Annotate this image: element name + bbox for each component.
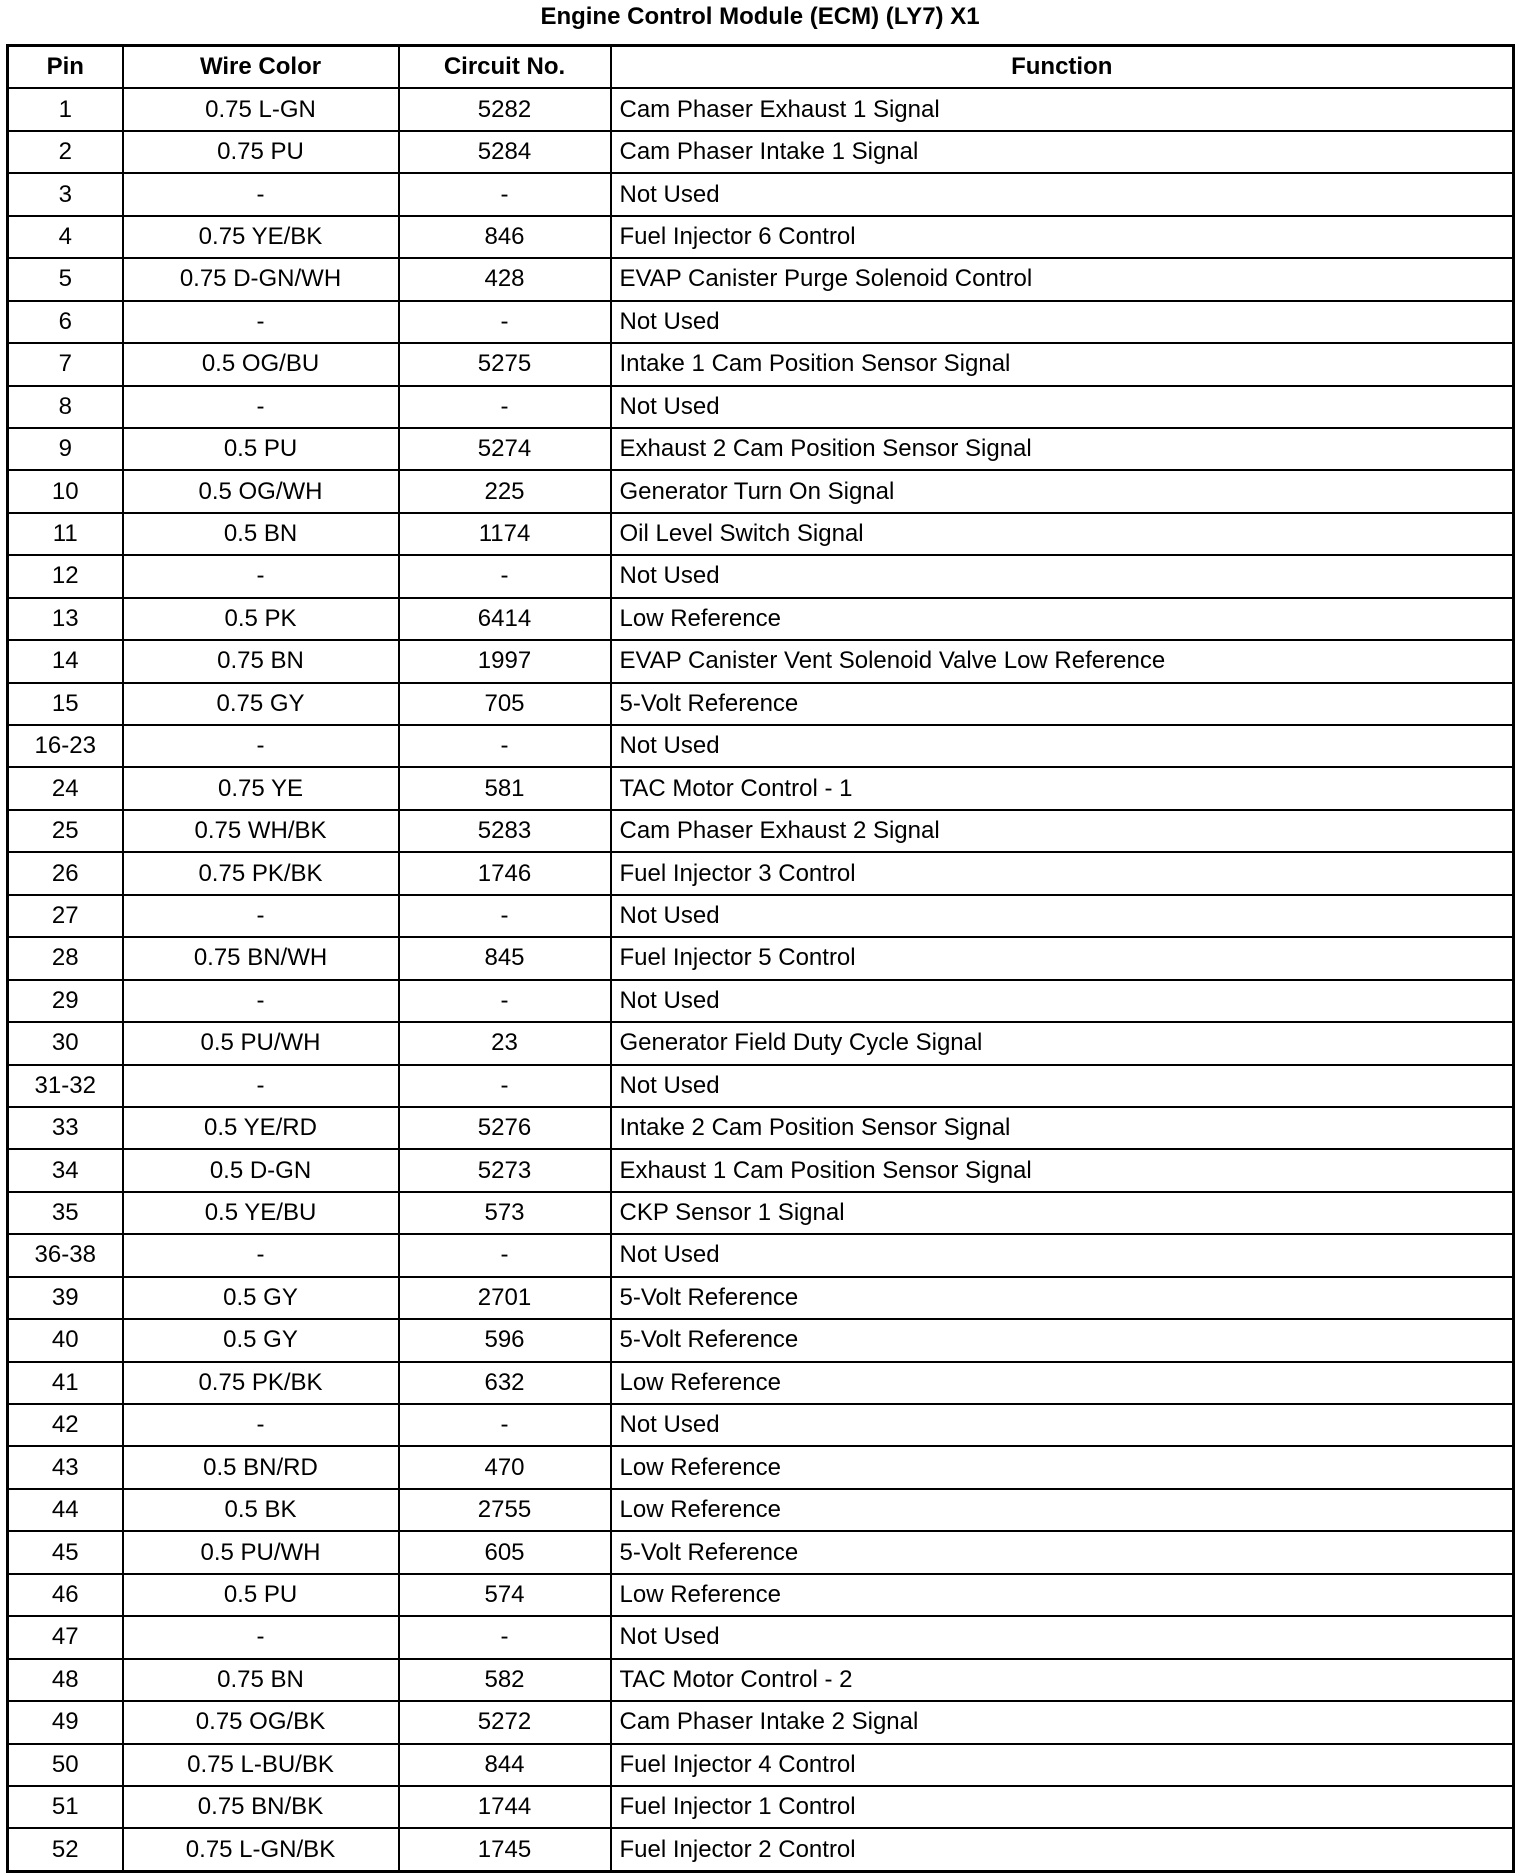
function-cell: Fuel Injector 1 Control — [611, 1786, 1514, 1828]
circuit-no-cell: 5275 — [399, 343, 611, 385]
table-row — [8, 1446, 1514, 1488]
table-row — [8, 1192, 1514, 1234]
table-row — [8, 1616, 1514, 1658]
circuit-no-cell: 582 — [399, 1659, 611, 1701]
pin-cell: 46 — [8, 1574, 123, 1616]
header-circuit-no: Circuit No. — [399, 46, 611, 89]
circuit-no-cell: 5283 — [399, 810, 611, 852]
circuit-no-cell: - — [399, 555, 611, 597]
table-row — [8, 88, 1514, 130]
circuit-no-cell: 581 — [399, 767, 611, 809]
pin-cell: 14 — [8, 640, 123, 682]
pin-cell: 50 — [8, 1744, 123, 1786]
wire-color-cell: 0.75 OG/BK — [123, 1701, 399, 1743]
circuit-no-cell: 470 — [399, 1446, 611, 1488]
table-row — [8, 1404, 1514, 1446]
function-cell: TAC Motor Control - 1 — [611, 767, 1514, 809]
circuit-no-cell: 573 — [399, 1192, 611, 1234]
circuit-no-cell: 5273 — [399, 1149, 611, 1191]
circuit-no-cell: 225 — [399, 470, 611, 512]
circuit-no-cell: 5284 — [399, 131, 611, 173]
circuit-no-cell: 605 — [399, 1531, 611, 1573]
page-title: Engine Control Module (ECM) (LY7) X1 — [540, 3, 980, 30]
wire-color-cell: - — [123, 980, 399, 1022]
function-cell: Not Used — [611, 895, 1514, 937]
wire-color-cell: - — [123, 1404, 399, 1446]
pin-cell: 43 — [8, 1446, 123, 1488]
wire-color-cell: 0.75 PK/BK — [123, 1362, 399, 1404]
table-row — [8, 852, 1514, 894]
pin-cell: 5 — [8, 258, 123, 300]
function-cell: Cam Phaser Intake 2 Signal — [611, 1701, 1514, 1743]
function-cell: Low Reference — [611, 1574, 1514, 1616]
function-cell: Exhaust 2 Cam Position Sensor Signal — [611, 428, 1514, 470]
circuit-no-cell: 23 — [399, 1022, 611, 1064]
table-row — [8, 1786, 1514, 1828]
function-cell: 5-Volt Reference — [611, 1319, 1514, 1361]
function-cell: Intake 1 Cam Position Sensor Signal — [611, 343, 1514, 385]
wire-color-cell: 0.5 PK — [123, 598, 399, 640]
function-cell: Not Used — [611, 173, 1514, 215]
function-cell: Not Used — [611, 1616, 1514, 1658]
pin-cell: 44 — [8, 1489, 123, 1531]
table-row — [8, 810, 1514, 852]
table-row — [8, 767, 1514, 809]
wire-color-cell: 0.75 BN — [123, 1659, 399, 1701]
pin-cell: 27 — [8, 895, 123, 937]
circuit-no-cell: - — [399, 1234, 611, 1276]
circuit-no-cell: 1746 — [399, 852, 611, 894]
pin-cell: 36-38 — [8, 1234, 123, 1276]
circuit-no-cell: 6414 — [399, 598, 611, 640]
pin-cell: 52 — [8, 1828, 123, 1871]
wire-color-cell: 0.75 L-GN — [123, 88, 399, 130]
wire-color-cell: 0.5 PU/WH — [123, 1022, 399, 1064]
function-cell: Not Used — [611, 1234, 1514, 1276]
connector-pinout-table — [6, 44, 1515, 1873]
table-row — [8, 428, 1514, 470]
circuit-no-cell: 1744 — [399, 1786, 611, 1828]
circuit-no-cell: - — [399, 1616, 611, 1658]
pin-cell: 45 — [8, 1531, 123, 1573]
circuit-no-cell: - — [399, 386, 611, 428]
table-row — [8, 640, 1514, 682]
circuit-no-cell: 574 — [399, 1574, 611, 1616]
wire-color-cell: 0.5 PU/WH — [123, 1531, 399, 1573]
table-row — [8, 470, 1514, 512]
table-row — [8, 1744, 1514, 1786]
wire-color-cell: 0.5 YE/RD — [123, 1107, 399, 1149]
table-row — [8, 1362, 1514, 1404]
wire-color-cell: 0.5 BN — [123, 513, 399, 555]
wire-color-cell: - — [123, 173, 399, 215]
pin-cell: 35 — [8, 1192, 123, 1234]
table-row — [8, 343, 1514, 385]
circuit-no-cell: - — [399, 1065, 611, 1107]
table-row — [8, 683, 1514, 725]
table-row — [8, 1701, 1514, 1743]
wire-color-cell: 0.5 PU — [123, 428, 399, 470]
table-row — [8, 555, 1514, 597]
circuit-no-cell: 5274 — [399, 428, 611, 470]
pin-cell: 25 — [8, 810, 123, 852]
circuit-no-cell: 596 — [399, 1319, 611, 1361]
table-row — [8, 386, 1514, 428]
wire-color-cell: 0.5 YE/BU — [123, 1192, 399, 1234]
wire-color-cell: 0.75 L-BU/BK — [123, 1744, 399, 1786]
pin-cell: 26 — [8, 852, 123, 894]
function-cell: Fuel Injector 5 Control — [611, 937, 1514, 979]
table-row — [8, 725, 1514, 767]
table-row — [8, 1531, 1514, 1573]
function-cell: Oil Level Switch Signal — [611, 513, 1514, 555]
wire-color-cell: 0.75 BN/BK — [123, 1786, 399, 1828]
circuit-no-cell: 428 — [399, 258, 611, 300]
pin-cell: 40 — [8, 1319, 123, 1361]
function-cell: Fuel Injector 2 Control — [611, 1828, 1514, 1871]
table-row — [8, 895, 1514, 937]
circuit-no-cell: - — [399, 301, 611, 343]
table-row — [8, 1149, 1514, 1191]
pin-cell: 39 — [8, 1277, 123, 1319]
table-row — [8, 301, 1514, 343]
function-cell: Not Used — [611, 725, 1514, 767]
function-cell: 5-Volt Reference — [611, 683, 1514, 725]
pin-cell: 41 — [8, 1362, 123, 1404]
circuit-no-cell: - — [399, 980, 611, 1022]
circuit-no-cell: 5272 — [399, 1701, 611, 1743]
wire-color-cell: 0.75 D-GN/WH — [123, 258, 399, 300]
wire-color-cell: 0.5 BK — [123, 1489, 399, 1531]
wire-color-cell: 0.5 OG/WH — [123, 470, 399, 512]
header-pin: Pin — [8, 46, 123, 89]
pin-cell: 49 — [8, 1701, 123, 1743]
wire-color-cell: - — [123, 1234, 399, 1276]
function-cell: Not Used — [611, 1404, 1514, 1446]
wire-color-cell: 0.75 L-GN/BK — [123, 1828, 399, 1871]
table-row — [8, 937, 1514, 979]
table-row — [8, 1022, 1514, 1064]
pin-cell: 4 — [8, 216, 123, 258]
pin-cell: 47 — [8, 1616, 123, 1658]
pin-cell: 31-32 — [8, 1065, 123, 1107]
pin-cell: 24 — [8, 767, 123, 809]
pin-cell: 34 — [8, 1149, 123, 1191]
pin-cell: 42 — [8, 1404, 123, 1446]
function-cell: Low Reference — [611, 598, 1514, 640]
circuit-no-cell: 846 — [399, 216, 611, 258]
table-row — [8, 131, 1514, 173]
pin-cell: 11 — [8, 513, 123, 555]
table-row — [8, 598, 1514, 640]
wire-color-cell: - — [123, 895, 399, 937]
wire-color-cell: 0.75 BN — [123, 640, 399, 682]
wire-color-cell: 0.5 GY — [123, 1277, 399, 1319]
circuit-no-cell: 2701 — [399, 1277, 611, 1319]
wire-color-cell: 0.75 PU — [123, 131, 399, 173]
function-cell: EVAP Canister Vent Solenoid Valve Low Reference — [611, 640, 1514, 682]
circuit-no-cell: - — [399, 725, 611, 767]
wire-color-cell: 0.5 D-GN — [123, 1149, 399, 1191]
table-row — [8, 1828, 1514, 1871]
function-cell: Cam Phaser Intake 1 Signal — [611, 131, 1514, 173]
wire-color-cell: - — [123, 386, 399, 428]
wire-color-cell: 0.5 GY — [123, 1319, 399, 1361]
wire-color-cell: 0.75 GY — [123, 683, 399, 725]
wire-color-cell: 0.75 PK/BK — [123, 852, 399, 894]
function-cell: Low Reference — [611, 1362, 1514, 1404]
function-cell: Low Reference — [611, 1446, 1514, 1488]
table-row — [8, 1659, 1514, 1701]
wire-color-cell: - — [123, 1616, 399, 1658]
circuit-no-cell: 632 — [399, 1362, 611, 1404]
pin-cell: 9 — [8, 428, 123, 470]
pin-cell: 1 — [8, 88, 123, 130]
wire-color-cell: 0.5 BN/RD — [123, 1446, 399, 1488]
function-cell: Not Used — [611, 980, 1514, 1022]
circuit-no-cell: - — [399, 1404, 611, 1446]
function-cell: Fuel Injector 6 Control — [611, 216, 1514, 258]
table-row — [8, 258, 1514, 300]
circuit-no-cell: 5282 — [399, 88, 611, 130]
function-cell: Not Used — [611, 555, 1514, 597]
wire-color-cell: - — [123, 725, 399, 767]
function-cell: EVAP Canister Purge Solenoid Control — [611, 258, 1514, 300]
table-row — [8, 513, 1514, 555]
pin-cell: 8 — [8, 386, 123, 428]
function-cell: Not Used — [611, 1065, 1514, 1107]
function-cell: Cam Phaser Exhaust 1 Signal — [611, 88, 1514, 130]
circuit-no-cell: 844 — [399, 1744, 611, 1786]
pin-cell: 28 — [8, 937, 123, 979]
wire-color-cell: - — [123, 1065, 399, 1107]
pin-cell: 16-23 — [8, 725, 123, 767]
function-cell: Not Used — [611, 386, 1514, 428]
table-row — [8, 980, 1514, 1022]
function-cell: Generator Turn On Signal — [611, 470, 1514, 512]
circuit-no-cell: 845 — [399, 937, 611, 979]
wire-color-cell: - — [123, 555, 399, 597]
circuit-no-cell: 1997 — [399, 640, 611, 682]
circuit-no-cell: 1174 — [399, 513, 611, 555]
wire-color-cell: 0.75 YE — [123, 767, 399, 809]
pin-cell: 15 — [8, 683, 123, 725]
pin-cell: 30 — [8, 1022, 123, 1064]
pin-cell: 51 — [8, 1786, 123, 1828]
circuit-no-cell: - — [399, 895, 611, 937]
pin-cell: 12 — [8, 555, 123, 597]
pin-cell: 6 — [8, 301, 123, 343]
pin-cell: 13 — [8, 598, 123, 640]
header-wire-color: Wire Color — [123, 46, 399, 89]
table-row — [8, 1574, 1514, 1616]
header-function: Function — [611, 46, 1514, 89]
function-cell: Cam Phaser Exhaust 2 Signal — [611, 810, 1514, 852]
function-cell: Not Used — [611, 301, 1514, 343]
function-cell: CKP Sensor 1 Signal — [611, 1192, 1514, 1234]
circuit-no-cell: 705 — [399, 683, 611, 725]
wire-color-cell: 0.5 PU — [123, 1574, 399, 1616]
pin-cell: 10 — [8, 470, 123, 512]
function-cell: Low Reference — [611, 1489, 1514, 1531]
wire-color-cell: 0.75 YE/BK — [123, 216, 399, 258]
circuit-no-cell: 1745 — [399, 1828, 611, 1871]
table-row — [8, 216, 1514, 258]
pin-cell: 3 — [8, 173, 123, 215]
table-row — [8, 1107, 1514, 1149]
table-row — [8, 1319, 1514, 1361]
wire-color-cell: 0.5 OG/BU — [123, 343, 399, 385]
table-row — [8, 1277, 1514, 1319]
pin-cell: 2 — [8, 131, 123, 173]
function-cell: Fuel Injector 4 Control — [611, 1744, 1514, 1786]
wire-color-cell: - — [123, 301, 399, 343]
function-cell: Intake 2 Cam Position Sensor Signal — [611, 1107, 1514, 1149]
table-row — [8, 173, 1514, 215]
table-header-row — [8, 46, 1514, 89]
circuit-no-cell: 5276 — [399, 1107, 611, 1149]
table-row — [8, 1489, 1514, 1531]
function-cell: Fuel Injector 3 Control — [611, 852, 1514, 894]
pin-cell: 29 — [8, 980, 123, 1022]
function-cell: Exhaust 1 Cam Position Sensor Signal — [611, 1149, 1514, 1191]
table-row — [8, 1065, 1514, 1107]
pin-cell: 7 — [8, 343, 123, 385]
wire-color-cell: 0.75 WH/BK — [123, 810, 399, 852]
circuit-no-cell: 2755 — [399, 1489, 611, 1531]
circuit-no-cell: - — [399, 173, 611, 215]
table-row — [8, 1234, 1514, 1276]
function-cell: 5-Volt Reference — [611, 1531, 1514, 1573]
function-cell: Generator Field Duty Cycle Signal — [611, 1022, 1514, 1064]
table-body — [8, 88, 1514, 1871]
function-cell: TAC Motor Control - 2 — [611, 1659, 1514, 1701]
wire-color-cell: 0.75 BN/WH — [123, 937, 399, 979]
pin-cell: 33 — [8, 1107, 123, 1149]
pin-cell: 48 — [8, 1659, 123, 1701]
function-cell: 5-Volt Reference — [611, 1277, 1514, 1319]
